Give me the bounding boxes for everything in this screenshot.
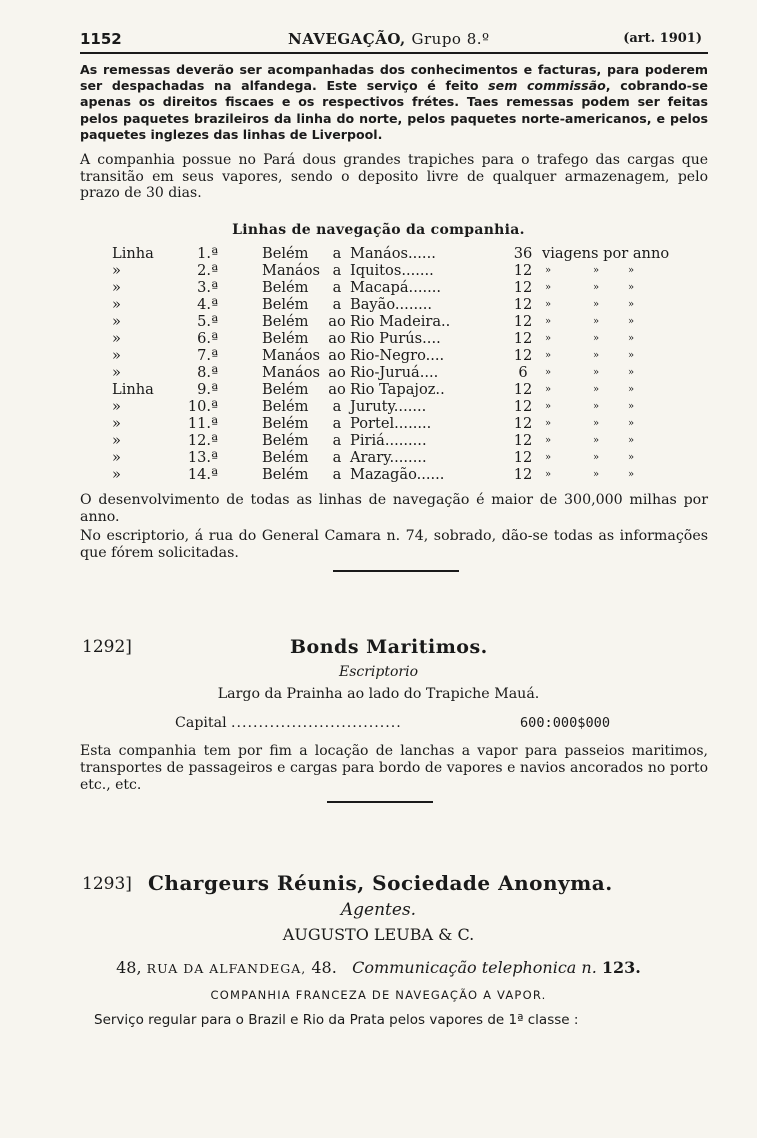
table-row bbox=[0, 262, 757, 279]
line-prefix: » bbox=[112, 262, 121, 279]
table-row bbox=[0, 296, 757, 313]
intro-p1-after: , cobrando-se apenas os direitos fiscaes e os respectivos frétes. Taes remessas podem ser feitas pelos paquetes brazileiros da linha do norte, pelos paquetes norte-americanos, e pelos paquetes inglezes das linhas de Liverpool. bbox=[80, 78, 708, 142]
intro-p1-italic: sem commissão bbox=[488, 78, 606, 94]
ditto-mark: » bbox=[628, 418, 635, 429]
line-preposition: a bbox=[332, 398, 342, 415]
line-voyages: 12 bbox=[513, 449, 533, 466]
bonds-description: Esta companhia tem por fim a locação de lanchas a vapor para passeios maritimos, transportes de passageiros e cargas para bordo de vapores e navios ancorados no porto etc., etc. bbox=[80, 743, 708, 793]
closing-paragraph-2: No escriptorio, á rua do General Camara n. 74, sobrado, dão-se todas as informações que fórem solicitadas. bbox=[80, 528, 708, 561]
ditto-mark: » bbox=[593, 401, 600, 412]
section-divider-2 bbox=[327, 801, 433, 803]
line-preposition: a bbox=[332, 449, 342, 466]
line-prefix: Linha bbox=[112, 245, 154, 262]
line-number: 10.ª bbox=[187, 398, 218, 415]
header-rule bbox=[80, 52, 708, 54]
line-destination: Rio Purús.... bbox=[350, 330, 441, 347]
section-title-bonds: Bonds Maritimos. bbox=[290, 636, 488, 658]
ditto-mark: » bbox=[593, 435, 600, 446]
line-number: 1.ª bbox=[197, 245, 218, 262]
line-preposition: a bbox=[332, 245, 342, 262]
group-label: Grupo 8.º bbox=[411, 30, 490, 48]
phone-label: Communicação telephonica n. bbox=[352, 958, 597, 977]
ditto-mark: » bbox=[545, 299, 552, 310]
ditto-mark: » bbox=[545, 452, 552, 463]
addr-street: RUA DA ALFANDEGA, bbox=[146, 961, 307, 976]
line-destination: Juruty....... bbox=[350, 398, 427, 415]
line-preposition: ao bbox=[328, 364, 346, 381]
table-row bbox=[0, 398, 757, 415]
line-preposition: a bbox=[332, 296, 342, 313]
line-number: 13.ª bbox=[187, 449, 218, 466]
line-number: 14.ª bbox=[187, 466, 218, 483]
line-voyages: 12 bbox=[513, 432, 533, 449]
line-number: 5.ª bbox=[197, 313, 218, 330]
line-prefix: » bbox=[112, 279, 121, 296]
line-origin: Belém bbox=[262, 381, 309, 398]
ditto-mark: » bbox=[628, 299, 635, 310]
table-row bbox=[0, 313, 757, 330]
line-origin: Belém bbox=[262, 415, 309, 432]
ditto-mark: » bbox=[628, 384, 635, 395]
line-prefix: » bbox=[112, 330, 121, 347]
capital-label: Capital bbox=[175, 715, 227, 731]
line-destination: Portel........ bbox=[350, 415, 432, 432]
section-divider bbox=[333, 570, 459, 572]
line-voyages: 12 bbox=[513, 262, 533, 279]
line-voyages: 12 bbox=[513, 296, 533, 313]
line-voyages: 12 bbox=[513, 466, 533, 483]
page-header bbox=[80, 30, 708, 52]
line-prefix: » bbox=[112, 466, 121, 483]
lines-table-title: Linhas de navegação da companhia. bbox=[232, 222, 525, 238]
line-number: 9.ª bbox=[197, 381, 218, 398]
line-origin: Belém bbox=[262, 296, 309, 313]
line-number: 6.ª bbox=[197, 330, 218, 347]
ditto-mark: » bbox=[593, 316, 600, 327]
ditto-mark: » bbox=[628, 452, 635, 463]
ditto-mark: » bbox=[593, 367, 600, 378]
ditto-mark: » bbox=[628, 401, 635, 412]
line-prefix: Linha bbox=[112, 381, 154, 398]
line-voyages: 36 bbox=[513, 245, 533, 262]
line-prefix: » bbox=[112, 432, 121, 449]
table-row bbox=[0, 466, 757, 483]
service-line: Serviço regular para o Brazil e Rio da Prata pelos vapores de 1ª classe : bbox=[94, 1012, 579, 1028]
line-destination: Mazagão...... bbox=[350, 466, 445, 483]
table-row bbox=[0, 415, 757, 432]
line-preposition: ao bbox=[328, 330, 346, 347]
ditto-mark: » bbox=[545, 367, 552, 378]
line-voyages: 12 bbox=[513, 381, 533, 398]
line-origin: Belém bbox=[262, 279, 309, 296]
line-prefix: » bbox=[112, 364, 121, 381]
table-row bbox=[0, 347, 757, 364]
ditto-mark: » bbox=[545, 350, 552, 361]
ditto-mark: » bbox=[545, 384, 552, 395]
line-origin: Manáos bbox=[262, 262, 321, 279]
line-voyages: 12 bbox=[513, 398, 533, 415]
line-voyages: 12 bbox=[513, 330, 533, 347]
line-origin: Belém bbox=[262, 313, 309, 330]
table-row bbox=[0, 245, 757, 262]
ditto-mark: » bbox=[628, 350, 635, 361]
chargeurs-address bbox=[0, 958, 757, 977]
line-destination: Iquitos....... bbox=[350, 262, 434, 279]
line-prefix: » bbox=[112, 347, 121, 364]
ditto-mark: » bbox=[628, 316, 635, 327]
line-number: 3.ª bbox=[197, 279, 218, 296]
running-title bbox=[288, 30, 490, 48]
line-destination: Manáos...... bbox=[350, 245, 436, 262]
ditto-mark: » bbox=[593, 265, 600, 276]
line-preposition: ao bbox=[328, 313, 346, 330]
ditto-mark: » bbox=[593, 469, 600, 480]
line-number: 2.ª bbox=[197, 262, 218, 279]
ditto-mark: » bbox=[628, 265, 635, 276]
ditto-mark: » bbox=[593, 384, 600, 395]
line-origin: Manáos bbox=[262, 347, 321, 364]
line-destination: Bayão........ bbox=[350, 296, 433, 313]
line-preposition: a bbox=[332, 415, 342, 432]
ditto-mark: » bbox=[545, 418, 552, 429]
line-prefix: » bbox=[112, 296, 121, 313]
addr-number: 48, bbox=[116, 958, 142, 977]
ditto-mark: » bbox=[628, 435, 635, 446]
ditto-mark: » bbox=[593, 299, 600, 310]
ditto-mark: » bbox=[628, 282, 635, 293]
ditto-mark: » bbox=[593, 452, 600, 463]
page-number: 1152 bbox=[80, 30, 122, 48]
table-row bbox=[0, 449, 757, 466]
running-title-text: NAVEGAÇÃO, bbox=[288, 30, 406, 48]
ditto-mark: » bbox=[628, 333, 635, 344]
line-voyages: 12 bbox=[513, 313, 533, 330]
line-origin: Belém bbox=[262, 398, 309, 415]
voyages-unit: viagens por anno bbox=[542, 245, 670, 262]
line-voyages: 12 bbox=[513, 415, 533, 432]
phone-number: 123. bbox=[601, 958, 641, 977]
line-preposition: ao bbox=[328, 347, 346, 364]
line-voyages: 12 bbox=[513, 279, 533, 296]
line-origin: Belém bbox=[262, 432, 309, 449]
line-number: 12.ª bbox=[187, 432, 218, 449]
table-row bbox=[0, 330, 757, 347]
section-number-1293: 1293] bbox=[82, 874, 132, 894]
line-origin: Manáos bbox=[262, 364, 321, 381]
article-ref: (art. 1901) bbox=[623, 31, 702, 46]
closing-paragraph-1: O desenvolvimento de todas as linhas de navegação é maior de 300,000 milhas por anno. bbox=[80, 492, 708, 525]
table-row bbox=[0, 364, 757, 381]
line-preposition: ao bbox=[328, 381, 346, 398]
line-destination: Rio Madeira.. bbox=[350, 313, 451, 330]
ditto-mark: » bbox=[593, 350, 600, 361]
ditto-mark: » bbox=[545, 401, 552, 412]
line-prefix: » bbox=[112, 313, 121, 330]
line-number: 4.ª bbox=[197, 296, 218, 313]
capital-leader-dots: ............................... bbox=[231, 715, 402, 731]
line-preposition: a bbox=[332, 279, 342, 296]
line-origin: Belém bbox=[262, 245, 309, 262]
ditto-mark: » bbox=[628, 367, 635, 378]
addr-number-2: 48. bbox=[311, 958, 337, 977]
ditto-mark: » bbox=[593, 333, 600, 344]
table-row bbox=[0, 279, 757, 296]
ditto-mark: » bbox=[545, 316, 552, 327]
line-voyages: 6 bbox=[518, 364, 528, 381]
table-row bbox=[0, 432, 757, 449]
line-preposition: a bbox=[332, 262, 342, 279]
ditto-mark: » bbox=[593, 418, 600, 429]
line-destination: Rio Tapajoz.. bbox=[350, 381, 445, 398]
company-name: COMPANHIA FRANCEZA DE NAVEGAÇÃO A VAPOR. bbox=[210, 988, 547, 1002]
intro-paragraph-2: A companhia possue no Pará dous grandes trapiches para o trafego das cargas que transitão em seus vapores, sendo o deposito livre de qualquer armazenagem, pelo prazo de 30 dias. bbox=[80, 152, 708, 201]
ditto-mark: » bbox=[593, 282, 600, 293]
line-destination: Rio-Juruá.... bbox=[350, 364, 439, 381]
section-number-1292: 1292] bbox=[82, 637, 132, 657]
line-origin: Belém bbox=[262, 330, 309, 347]
line-prefix: » bbox=[112, 449, 121, 466]
escriptorio-label: Escriptorio bbox=[338, 664, 419, 680]
line-destination: Piriá......... bbox=[350, 432, 427, 449]
ditto-mark: » bbox=[545, 469, 552, 480]
line-number: 7.ª bbox=[197, 347, 218, 364]
line-preposition: a bbox=[332, 432, 342, 449]
table-row bbox=[0, 381, 757, 398]
ditto-mark: » bbox=[545, 435, 552, 446]
bonds-address: Largo da Prainha ao lado do Trapiche Mauá. bbox=[217, 686, 540, 702]
line-origin: Belém bbox=[262, 466, 309, 483]
line-number: 8.ª bbox=[197, 364, 218, 381]
line-prefix: » bbox=[112, 398, 121, 415]
line-destination: Arary........ bbox=[350, 449, 427, 466]
line-origin: Belém bbox=[262, 449, 309, 466]
line-prefix: » bbox=[112, 415, 121, 432]
line-destination: Rio-Negro.... bbox=[350, 347, 445, 364]
agent-name: AUGUSTO LEUBA & C. bbox=[282, 925, 475, 944]
line-voyages: 12 bbox=[513, 347, 533, 364]
line-preposition: a bbox=[332, 466, 342, 483]
section-title-chargeurs: Chargeurs Réunis, Sociedade Anonyma. bbox=[148, 871, 613, 895]
ditto-mark: » bbox=[545, 333, 552, 344]
intro-p1-before: As remessas deverão ser acompanhadas dos conhecimentos e facturas, para poderem ser despachadas na alfandega. Este serviço é feito bbox=[80, 62, 708, 94]
line-destination: Macapá....... bbox=[350, 279, 442, 296]
ditto-mark: » bbox=[545, 282, 552, 293]
ditto-mark: » bbox=[628, 469, 635, 480]
line-number: 11.ª bbox=[187, 415, 218, 432]
capital-value: 600:000$000 bbox=[520, 715, 611, 731]
intro-paragraph-1 bbox=[80, 62, 708, 143]
ditto-mark: » bbox=[545, 265, 552, 276]
agents-label: Agentes. bbox=[340, 900, 417, 920]
